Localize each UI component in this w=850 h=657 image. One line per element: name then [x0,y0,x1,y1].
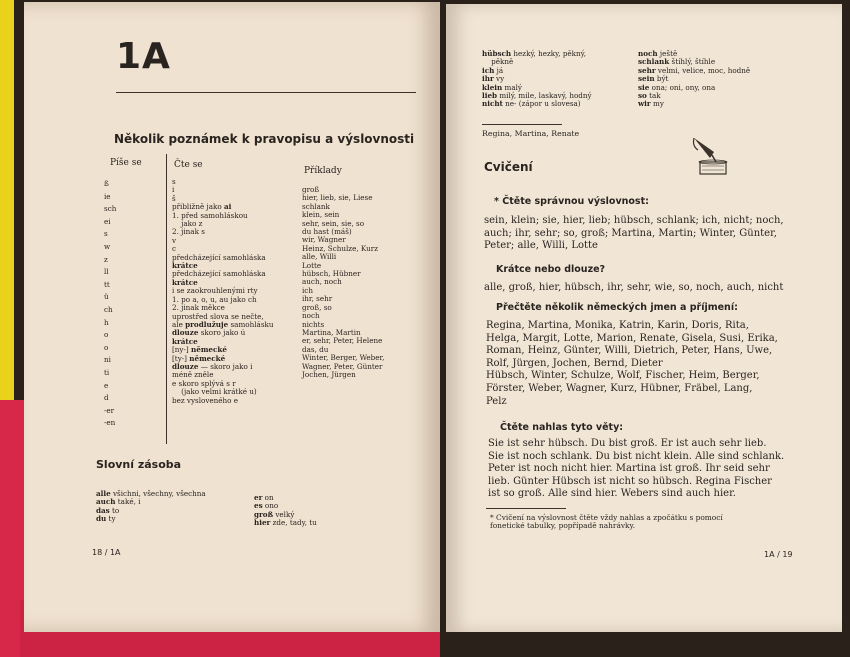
chapter-heading: 1A [116,36,171,77]
pronunciation-line: dlouze skoro jako ú [172,328,246,338]
pronunciation-line: [ty-] německé [172,353,226,363]
example-line: sehr, sein, sie, so [302,218,365,228]
exercises-title: Cvičení [484,160,533,174]
pronunciation-line: i se zaokrouhlenými rty [172,286,258,296]
vocab-column-2-right [638,50,750,109]
pronunciation-line: v [172,235,177,245]
footnote-line: * Cvičení na výslovnost čtěte vždy nahlas a zpočátku s pomocí [490,513,723,522]
chapter-rule [116,92,416,93]
example-line: alle, Willi [302,252,337,262]
pronunciation-line: krátce [172,261,198,271]
pronunciation-line: méně zněle [172,370,214,380]
vocab-entry: sehr velmi, velice, moc, hodně [638,65,751,75]
written-spelling: sch [104,204,117,214]
exercise-3-text [486,320,778,408]
vocab-entry: wir my [638,99,664,109]
vocab-entry: hübsch hezký, hezky, pěkný, [482,49,587,58]
exercise-line: Peter ist noch nicht hier. Martina ist groß. Ihr seid sehr [488,463,770,475]
exercise-line: lieb. Günter Hübsch ist nicht so hübsch. Regina Fischer [488,475,772,487]
written-spelling: z [104,254,108,264]
pronunciation-line: přibližně jako ai [172,202,232,212]
vocab-entry: ihr vy [482,74,505,84]
vocab-entry: schlank štíhlý, štíhle [638,57,716,67]
exercise-2-title: Krátce nebo dlouze? [496,264,606,275]
exercise-line: Helga, Margit, Lotte, Marion, Renate, Gisela, Susi, Erika, [486,332,778,344]
exercise-4-text [488,438,784,501]
written-spelling: ni [104,355,111,365]
pronunciation-line: jako z [172,219,203,229]
footnote-line: fonetické tabulky, popřípadě nahrávky. [490,521,636,531]
exercise-line: Förster, Weber, Wagner, Kurz, Hübner, Fräbel, Lang, [486,382,753,394]
vocab-title: Slovní zásoba [96,458,182,471]
vocab-entry: sein být [638,74,669,84]
vocab-entry: es ono [254,501,279,511]
written-spelling: ch [104,304,113,314]
written-spelling: h [104,317,109,327]
exercise-line: sein, klein; sie, hier, lieb; hübsch, schlank; ich, nicht; noch, [484,215,784,226]
vocab-entry: ich já [482,65,504,75]
exercise-1-text [484,215,784,253]
col-header-written: Píše se [110,158,142,168]
example-line: ihr, sehr [302,294,333,304]
example-line: er, sehr, Peter, Helene [302,336,383,346]
column-divider [166,154,167,444]
vocab-entry: sie ona; oni, ony, ona [638,82,716,92]
example-line: nichts [302,319,325,329]
written-spelling: ü [104,292,109,302]
example-line: klein, sein [302,210,340,220]
example-line: groß [302,185,320,194]
section-title: Několik poznámek k pravopisu a výslovnosti [114,132,415,146]
vocab-entry: er on [254,493,274,502]
names-line: Regina, Martina, Renate [482,129,580,138]
pronunciation-line: krátce [172,336,198,346]
exercise-1-title: * Čtěte správnou výslovnost: [494,196,649,207]
exercise-line: Rolf, Jürgen, Jochen, Bernd, Dieter [486,357,663,369]
vocab-entry: pěkně [482,57,514,67]
example-line: du hast (máš) [302,227,352,237]
right-page [446,4,842,632]
written-spelling: o [104,342,109,352]
vocab-entry: alle všichni, všechny, všechna [96,489,206,498]
exercise-line: ist so groß. Alle sind hier. Webers sind auch hier. [488,488,736,500]
vocab-column-2 [254,494,317,528]
exercise-line: Pelz [486,395,507,407]
pronunciation-line: i [172,185,175,195]
written-spelling: d [104,393,109,403]
pronunciation-line: s [172,177,176,186]
pronunciation-line: e skoro splývá s r [172,378,236,388]
pronunciation-line: [ny-] německé [172,345,227,355]
example-line: Wagner, Peter, Günter [302,361,383,371]
vocab-entry: das to [96,505,120,515]
exercise-line: Regina, Martina, Monika, Katrin, Karin, Doris, Rita, [486,320,749,331]
example-line: auch, noch [302,277,342,287]
exercise-3-title: Přečtěte několik německých jmen a příjmení: [496,302,738,313]
pronunciation-line: c [172,244,177,254]
example-line: hier, lieb, sie, Liese [302,193,373,203]
example-line: das, du [302,344,329,354]
vocab-column-1 [96,490,206,524]
exercise-line: Roman, Heinz, Günter, Willi, Dietrich, Peter, Hans, Uwe, [486,345,773,357]
written-column [104,178,116,430]
read-column [172,178,274,405]
exercise-line: auch; ihr, sehr; so, groß; Martina, Martin; Winter, Günter, [484,227,777,239]
pronunciation-line: uprostřed slova se nečte, [172,311,264,321]
exercise-line: alle, groß, hier, hübsch, ihr, sehr, wie, so, noch, auch, nicht [484,282,784,293]
example-line: hübsch, Hübner [302,269,361,279]
example-line: Jochen, Jürgen [302,369,356,379]
example-line: groß, so [302,302,332,312]
vocab-entry: lieb milý, mile, laskavý, hodný [482,91,592,101]
vocab-entry: noch ještě [638,49,678,58]
example-line: Winter, Berger, Weber, [302,353,385,363]
pronunciation-line: 1. před samohláskou [172,210,248,220]
example-line: Heinz, Schulze, Kurz [302,243,378,253]
pronunciation-line: dlouze — skoro jako i [172,361,253,371]
exercise-line: Hübsch, Winter, Schulze, Wolf, Fischer, Heim, Berger, [486,370,760,382]
pronunciation-line: předcházející samohláska [172,269,266,279]
exercise-2-text [484,282,783,295]
example-line: noch [302,311,320,321]
example-line: schlank [302,201,330,211]
example-line: Lotte [302,260,322,270]
gramophone-icon [690,132,734,180]
vocab-entry: nicht ne- (zápor u slovesa) [482,99,581,109]
written-spelling: s [104,229,108,239]
page-number-left: 18 / 1A [92,548,121,557]
examples-column [302,186,384,379]
col-header-read: Čte se [174,160,203,170]
vocab-entry: du ty [96,514,116,524]
example-line: wir, Wagner [302,235,346,245]
exercise-line: Sie ist noch schlank. Du bist nicht klein. Alle sind schlank. [488,450,785,462]
pronunciation-line: krátce [172,277,198,287]
vocab-entry: klein malý [482,82,522,92]
pronunciation-line: (jako velmi krátké u) [172,387,257,397]
written-spelling: o [104,330,109,340]
exercise-4-title: Čtěte nahlas tyto věty: [500,422,624,433]
pronunciation-line: bez vysloveného e [172,395,239,405]
footnote [490,514,723,531]
page-number-right: 1A / 19 [764,550,793,559]
written-spelling: -en [104,418,116,428]
written-spelling: ß [104,179,109,188]
pronunciation-line: 1. po a, o, u, au jako ch [172,294,257,304]
footnote-rule [486,508,566,509]
pronunciation-line: 2. jinak měkce [172,303,225,313]
example-line: Martina, Martin [302,327,361,337]
written-spelling: ie [104,191,111,201]
written-spelling: tt [104,279,110,289]
vocab-entry: auch také, i [96,497,141,507]
written-spelling: -er [104,405,115,415]
written-spelling: ei [104,216,111,226]
left-page [24,2,440,632]
vocab-column-1-right [482,50,592,109]
pronunciation-line: ale prodlužuje samohlásku [172,319,274,329]
vocab-entry: groß velký [254,509,295,519]
example-line: ich [302,285,313,295]
pronunciation-line: předcházející samohláska [172,252,266,262]
book-edge-yellow [0,0,14,400]
pronunciation-line: š [172,193,176,203]
exercise-line: Peter; alle, Willi, Lotte [484,240,598,252]
written-spelling: ti [104,367,110,377]
vocab-entry: so tak [638,91,661,101]
col-header-examples: Příklady [304,166,342,176]
written-spelling: ll [104,267,109,277]
exercise-line: Sie ist sehr hübsch. Du bist groß. Er ist auch sehr lieb. [488,438,767,449]
vocab-rule [482,124,562,125]
written-spelling: w [104,241,111,251]
pronunciation-line: 2. jinak s [172,227,205,237]
vocab-entry: hier zde, tady, tu [254,518,317,528]
written-spelling: e [104,380,109,390]
